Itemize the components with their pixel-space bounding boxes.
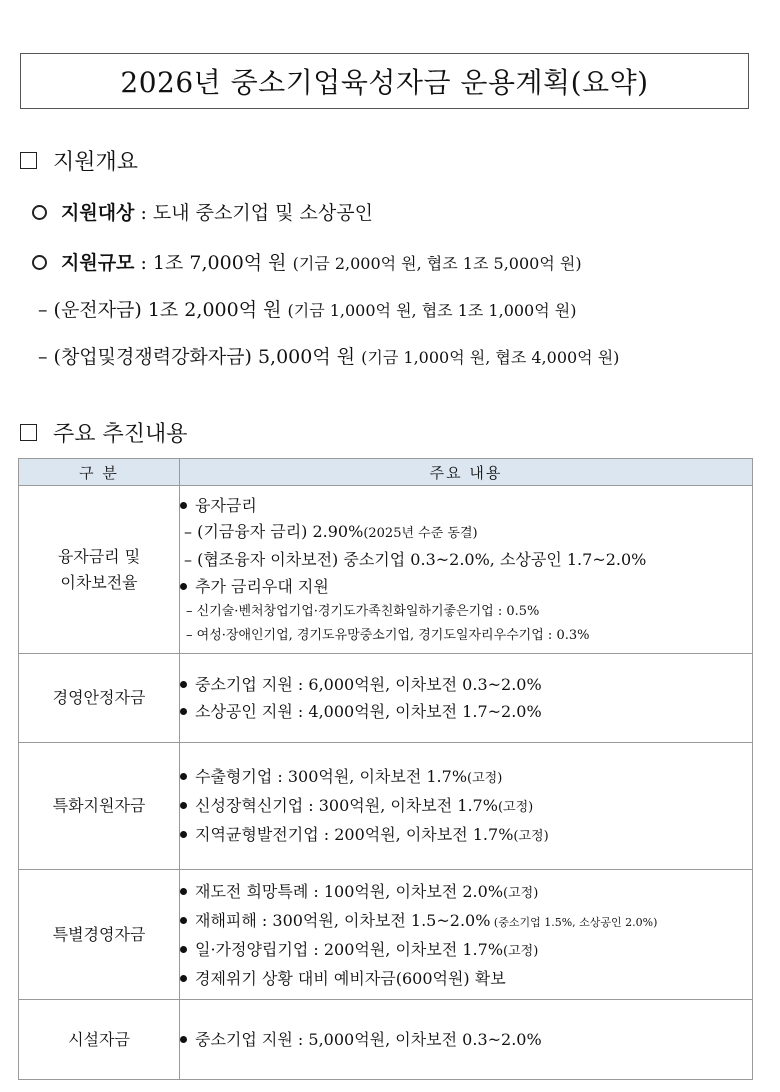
header-category: 구 분 — [19, 459, 180, 486]
category-cell: 특화지원자금 — [19, 743, 180, 870]
table-row — [19, 654, 753, 743]
bullet-note: (고정) — [467, 770, 503, 786]
sub-item: – (협조융자 이차보전) 중소기업 0.3~2.0%, 소상공인 1.7~2.0% — [184, 549, 647, 569]
category-cell: 특별경영자금 — [19, 870, 180, 1000]
support-scale-sep: : — [134, 252, 153, 274]
bullet-text: 중소기업 지원 : 6,000억원, 이차보전 0.3~2.0% — [195, 675, 542, 694]
checkbox-square-icon — [20, 424, 37, 441]
section-overview — [20, 145, 138, 176]
category-line: 이차보전율 — [60, 572, 138, 592]
sub-item — [180, 519, 752, 547]
support-target-line — [32, 198, 373, 225]
bullet-text: 재도전 희망특례 : 100억원, 이차보전 2.0% — [195, 881, 504, 901]
support-target-sep: : — [134, 202, 153, 224]
header-content: 주요 내용 — [180, 459, 753, 486]
support-scale-detail: (기금 2,000억 원, 협조 1조 5,000억 원) — [292, 254, 582, 273]
bullet-note: (고정) — [503, 943, 539, 959]
support-target-label: 지원대상 — [61, 202, 135, 224]
bullet-text: 신성장혁신기업 : 300억원, 이차보전 1.7% — [195, 795, 498, 815]
bullet-item — [180, 671, 752, 698]
startup-fund-detail: (기금 1,000억 원, 협조 4,000억 원) — [361, 348, 620, 367]
bullet-dot-icon — [180, 802, 187, 809]
content-cell — [180, 654, 753, 743]
content-cell — [180, 1000, 753, 1080]
operating-fund-detail: (기금 1,000억 원, 협조 1조 1,000억 원) — [287, 301, 577, 320]
table-row — [19, 743, 753, 870]
bullet-dot-icon — [180, 917, 187, 924]
details-table — [18, 458, 753, 1080]
startup-fund-value: 5,000억 원 — [257, 346, 356, 368]
bullet-text: 재해피해 : 300억원, 이차보전 1.5~2.0% — [195, 910, 491, 930]
bullet-dot-icon — [180, 583, 187, 590]
bullet-dot-icon — [180, 773, 187, 780]
bullet-dot-icon — [180, 708, 187, 715]
bullet-text: 융자금리 — [195, 495, 257, 515]
bullet-item — [180, 792, 752, 821]
bullet-note: (고정) — [503, 885, 539, 901]
category-cell — [19, 486, 180, 654]
bullet-text: 일·가정양립기업 : 200억원, 이차보전 1.7% — [195, 939, 504, 959]
bullet-item — [180, 698, 752, 725]
support-scale-label: 지원규모 — [61, 252, 135, 274]
bullet-text: 지역균형발전기업 : 200억원, 이차보전 1.7% — [195, 824, 514, 844]
support-target-value: 도내 중소기업 및 소상공인 — [152, 202, 373, 224]
category-line: 융자금리 및 — [57, 546, 141, 566]
operating-fund-line — [38, 295, 576, 322]
table-header-row — [19, 459, 753, 486]
bullet-text: 경제위기 상황 대비 예비자금(600억원) 확보 — [195, 968, 506, 988]
startup-fund-line — [38, 342, 619, 369]
sub-item: – 여성·장애인기업, 경기도유망중소기업, 경기도일자리우수기업 : 0.3% — [186, 627, 590, 643]
bullet-note: (고정) — [497, 799, 534, 815]
bullet-dot-icon — [180, 681, 187, 688]
startup-fund-prefix: – (창업및경쟁력강화자금) — [38, 346, 252, 368]
sub-text: – (기금융자 금리) 2.90% — [184, 521, 364, 541]
bullet-item — [180, 573, 752, 600]
bullet-note: (고정) — [513, 828, 549, 844]
sub-item: – 신기술·벤처창업기업·경기도가족친화일하기좋은기업 : 0.5% — [186, 603, 540, 619]
bullet-item — [180, 821, 752, 850]
table-row — [19, 486, 753, 654]
circle-bullet-icon — [32, 255, 47, 270]
bullet-text: 소상공인 지원 : 4,000억원, 이차보전 1.7~2.0% — [195, 702, 542, 721]
bullet-text: 추가 금리우대 지원 — [195, 576, 329, 596]
bullet-dot-icon — [180, 946, 187, 953]
bullet-dot-icon — [180, 502, 187, 509]
document-title: 2026년 중소기업육성자금 운용계획(요약) — [20, 53, 749, 109]
bullet-item — [180, 878, 752, 907]
operating-fund-value: 1조 2,000억 원 — [147, 299, 282, 321]
content-cell — [180, 870, 753, 1000]
section-overview-heading: 지원개요 — [53, 150, 139, 175]
sub-note: (2025년 수준 동결) — [363, 525, 478, 541]
checkbox-square-icon — [20, 152, 37, 169]
support-scale-value: 1조 7,000억 원 — [152, 252, 287, 274]
bullet-dot-icon — [180, 888, 187, 895]
bullet-item — [180, 492, 752, 519]
bullet-dot-icon — [180, 975, 187, 982]
section-details — [20, 417, 188, 448]
bullet-text: 수출형기업 : 300억원, 이차보전 1.7% — [195, 766, 468, 786]
bullet-item — [180, 965, 752, 992]
circle-bullet-icon — [32, 205, 47, 220]
bullet-item — [180, 907, 752, 936]
bullet-text: 중소기업 지원 : 5,000억원, 이차보전 0.3~2.0% — [195, 1030, 542, 1049]
table-row — [19, 1000, 753, 1080]
content-cell — [180, 486, 753, 654]
bullet-item — [180, 763, 752, 792]
category-cell: 경영안정자금 — [19, 654, 180, 743]
section-details-heading: 주요 추진내용 — [53, 422, 188, 447]
bullet-dot-icon — [180, 831, 187, 838]
operating-fund-prefix: – (운전자금) — [38, 299, 142, 321]
bullet-dot-icon — [180, 1036, 187, 1043]
bullet-item — [180, 1026, 752, 1053]
support-scale-line — [32, 248, 582, 275]
category-cell: 시설자금 — [19, 1000, 180, 1080]
table-row — [19, 870, 753, 1000]
bullet-note: (중소기업 1.5%, 소상공인 2.0%) — [490, 915, 658, 929]
bullet-item — [180, 936, 752, 965]
content-cell — [180, 743, 753, 870]
